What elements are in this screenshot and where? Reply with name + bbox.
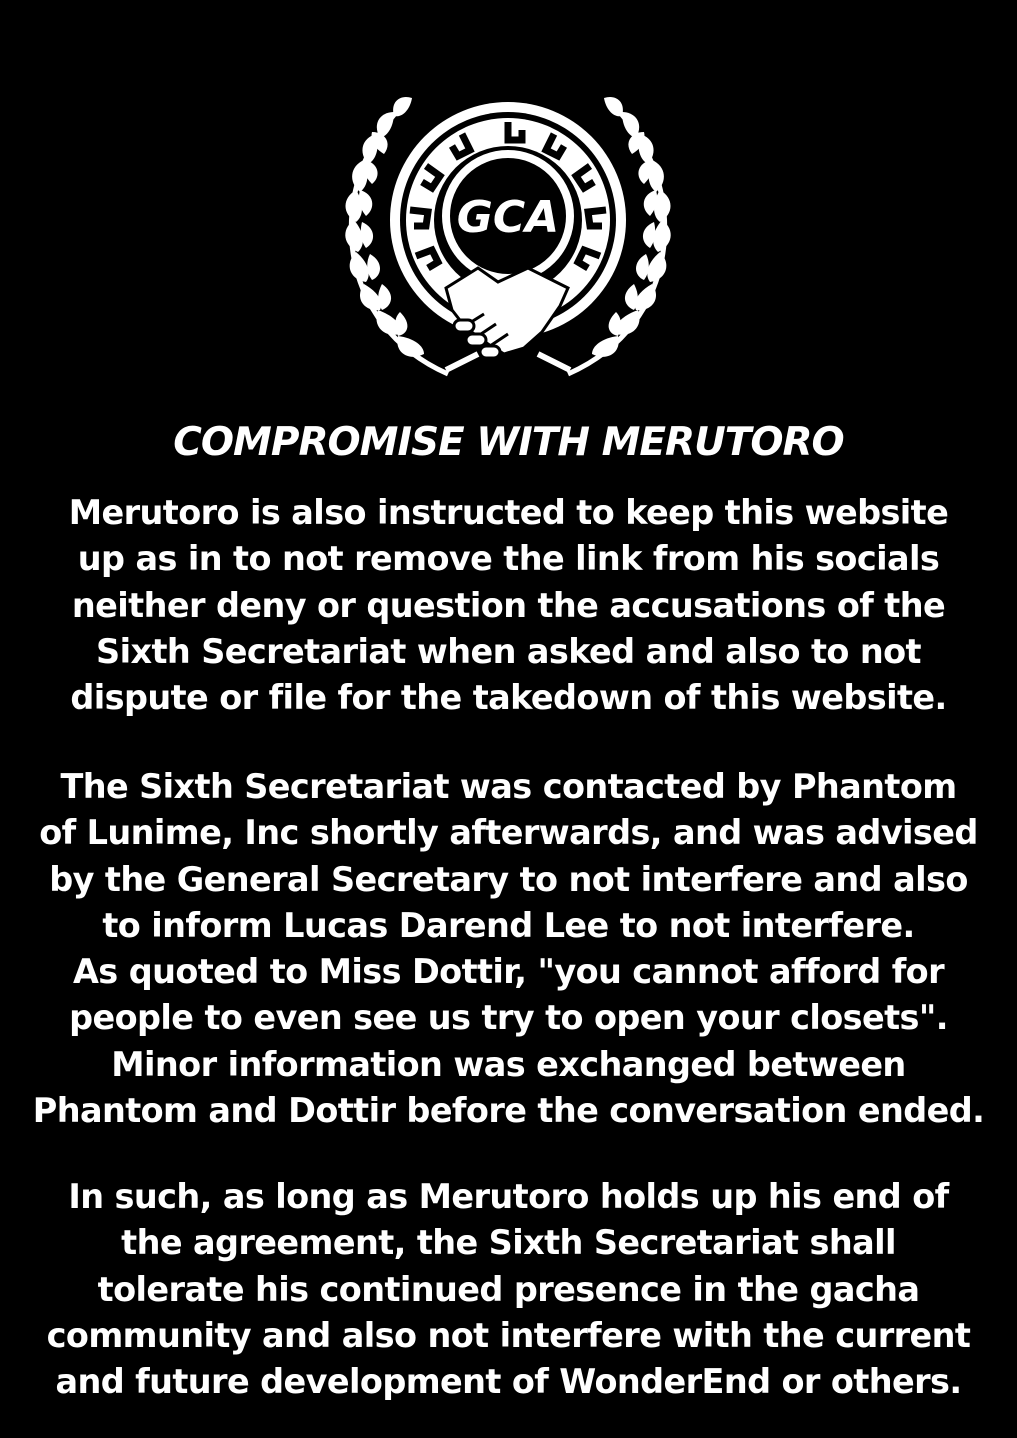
svg-text:GCA: GCA xyxy=(456,192,560,243)
gca-emblem-icon xyxy=(328,92,688,392)
text-line: and future development of WonderEnd or others. xyxy=(55,1362,962,1402)
paragraph-agreement xyxy=(20,1174,997,1405)
text-line: As quoted to Miss Dottir, "you cannot afford for xyxy=(72,952,945,992)
text-line: The Sixth Secretariat was contacted by Phantom xyxy=(60,767,957,806)
text-line: Minor information was exchanged between xyxy=(111,1044,906,1084)
text-line: the agreement, the Sixth Secretariat shall xyxy=(121,1223,896,1263)
paragraph-contact xyxy=(20,764,997,1134)
text-line: of Lunime, Inc shortly afterwards, and was advised xyxy=(39,813,978,853)
text-line: Merutoro is also instructed to keep this website xyxy=(68,493,949,532)
text-line: by the General Secretary to not interfere and also xyxy=(49,859,968,899)
text-line: Phantom and Dottir before the conversation ended. xyxy=(32,1091,985,1131)
handshake-icon xyxy=(446,268,568,358)
text-line: to inform Lucas Darend Lee to not interfere. xyxy=(102,905,915,945)
text-line: people to even see us try to open your closets". xyxy=(69,998,948,1038)
page-title: COMPROMISE WITH MERUTORO xyxy=(173,420,844,465)
text-line: tolerate his continued presence in the gacha xyxy=(97,1269,920,1309)
gca-badge xyxy=(446,154,570,278)
text-line: neither deny or question the accusations of the xyxy=(71,585,946,625)
text-line: up as in to not remove the link from his socials xyxy=(77,539,940,579)
text-line: dispute or file for the takedown of this website. xyxy=(70,678,947,718)
text-line: community and also not interfere with the current xyxy=(46,1315,971,1355)
text-line: In such, as long as Merutoro holds up his end of xyxy=(68,1177,949,1216)
paragraph-instructions xyxy=(20,490,997,721)
text-line: Sixth Secretariat when asked and also to not xyxy=(96,631,921,671)
